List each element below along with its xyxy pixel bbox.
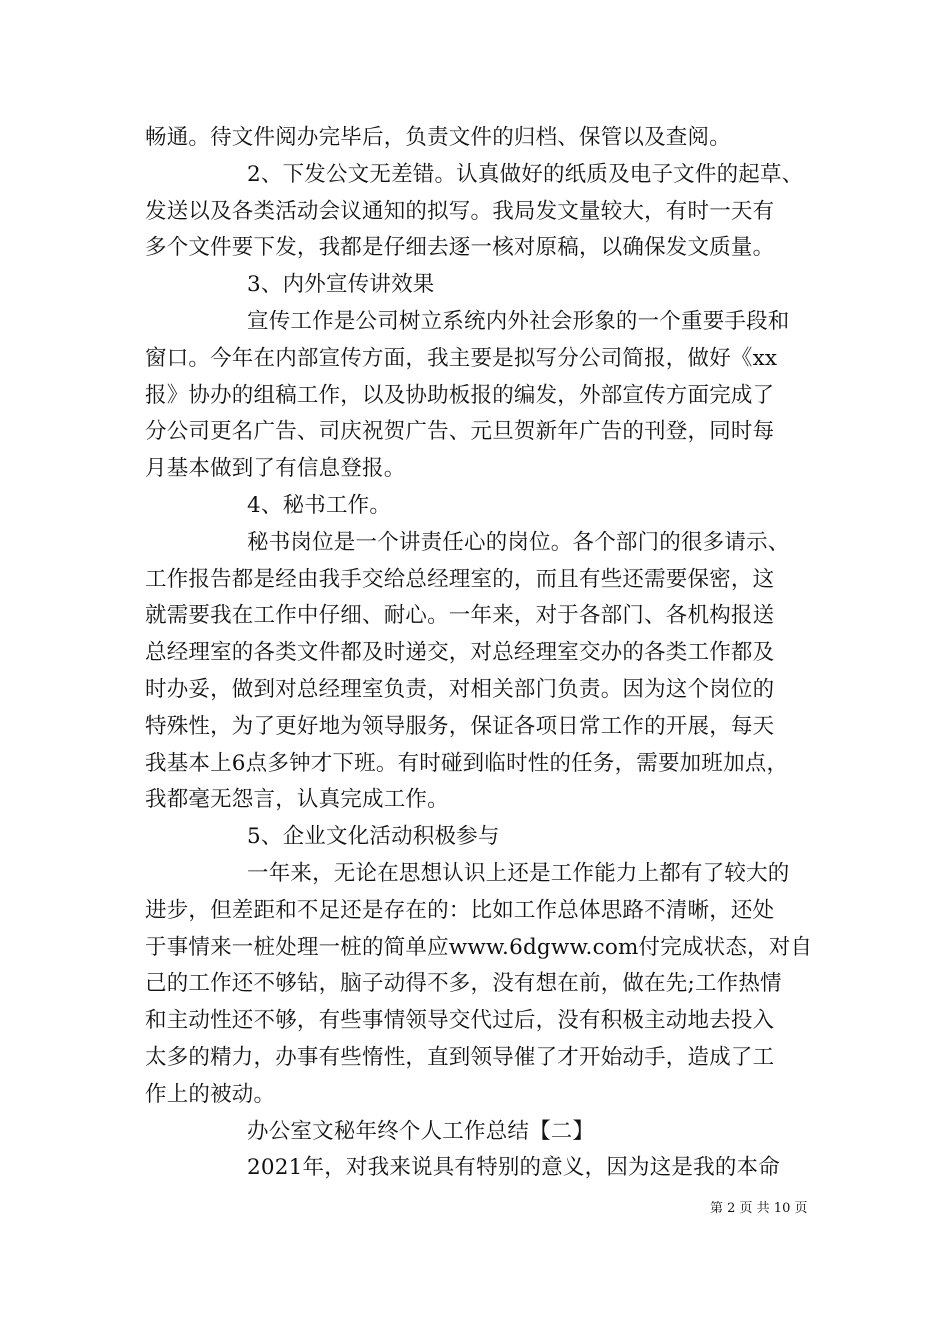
text-line: 和主动性还不够，有些事情领导交代过后，没有积极主动地去投入 <box>145 1008 775 1034</box>
text-line: 一年来，无论在思想认识上还是工作能力上都有了较大的 <box>247 860 790 886</box>
text-line: 2021年，对我来说具有特别的意义，因为这是我的本命 <box>247 1155 780 1181</box>
text-line: 己的工作还不够钻，脑子动得不多，没有想在前，做在先;工作热情 <box>145 971 782 997</box>
text-line: 进步，但差距和不足还是存在的：比如工作总体思路不清晰，还处 <box>145 897 775 923</box>
text-line: 发送以及各类活动会议通知的拟写。我局发文量较大，有时一天有 <box>145 198 775 224</box>
page-number: 第 2 页 共 10 页 <box>710 1201 808 1216</box>
text-line: 多个文件要下发，我都是仔细去逐一核对原稿，以确保发文质量。 <box>145 235 775 261</box>
text-line: 我都毫无怨言，认真完成工作。 <box>145 787 449 813</box>
text-line: 我基本上6点多钟才下班。有时碰到临时性的任务，需要加班加点， <box>145 750 789 776</box>
text-line: 作上的被动。 <box>145 1081 276 1107</box>
text-line: 3、内外宣传讲效果 <box>247 272 435 298</box>
text-line: 畅通。待文件阅办完毕后，负责文件的归档、保管以及查阅。 <box>145 125 731 150</box>
text-line: 窗口。今年在内部宣传方面，我主要是拟写分公司简报，做好《xx <box>145 345 778 371</box>
text-line: 时办妥，做到对总经理室负责，对相关部门负责。因为这个岗位的 <box>145 676 775 702</box>
text-line: 太多的精力，办事有些惰性，直到领导催了才开始动手，造成了工 <box>145 1044 775 1070</box>
text-line: 工作报告都是经由我手交给总经理室的，而且有些还需要保密，这 <box>145 566 775 592</box>
document-body <box>145 120 813 1187</box>
text-line: 5、企业文化活动积极参与 <box>247 824 500 850</box>
text-line: 月基本做到了有信息登报。 <box>145 456 406 482</box>
text-line: 4、秘书工作。 <box>247 492 392 518</box>
text-line: 总经理室的各类文件都及时递交，对总经理室交办的各类工作都及 <box>145 640 775 666</box>
text-line: 办公室文秘年终个人工作总结【二】 <box>247 1118 595 1144</box>
text-line: 于事情来一桩处理一桩的简单应www.6dgww.com付完成状态，对自 <box>145 934 813 960</box>
text-line: 就需要我在工作中仔细、耐心。一年来，对于各部门、各机构报送 <box>145 603 775 629</box>
text-line: 报》协办的组稿工作，以及协助板报的编发，外部宣传方面完成了 <box>145 382 775 408</box>
text-line: 2、下发公文无差错。认真做好的纸质及电子文件的起草、 <box>247 161 804 187</box>
text-line: 特殊性，为了更好地为领导服务，保证各项日常工作的开展，每天 <box>145 713 775 739</box>
text-line: 宣传工作是公司树立系统内外社会形象的一个重要手段和 <box>247 308 790 334</box>
text-line: 分公司更名广告、司庆祝贺广告、元旦贺新年广告的刊登，同时每 <box>145 419 775 445</box>
text-line: 秘书岗位是一个讲责任心的岗位。各个部门的很多请示、 <box>247 529 790 555</box>
